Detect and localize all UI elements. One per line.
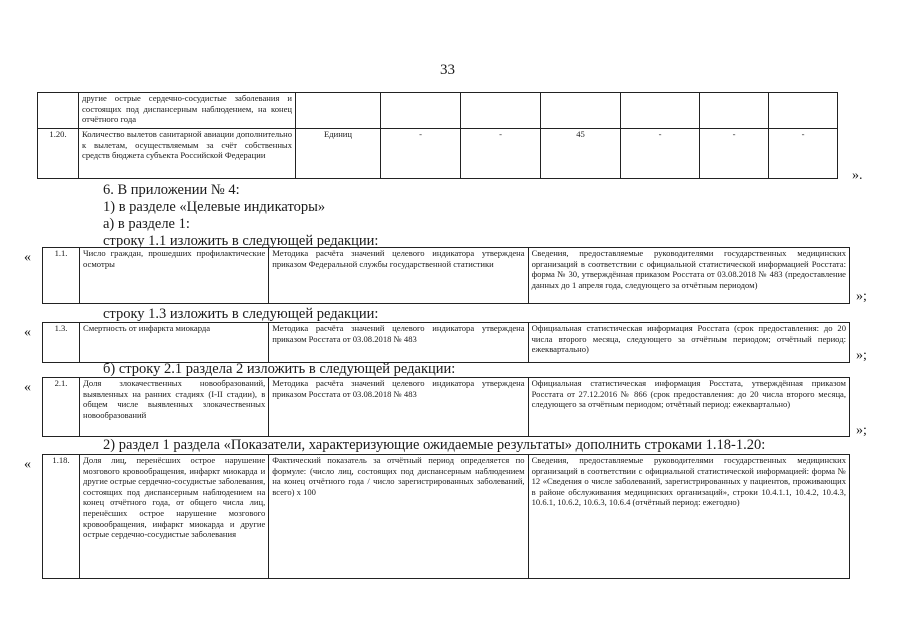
text-line: 6. В приложении № 4: [103,182,240,198]
table-row [43,248,850,304]
row-source: Сведения, предоставляемые руководителями государственных медицинских организаций в соответствии с официальной статистической информацией: форма № 12 «Сведения о числе заболеваний, зарегистрированных у пациентов, проживающих в районе обслуживания медицинских организаций», строки 10.4.1.1, 10.4.2, 10.4.3, 10.6.1, 10.6.2, 10.6.3, 10.6.4 (отчётный период: ежегодно) [528,455,849,579]
row-num: 1.18. [43,455,80,579]
row-name: Количество вылетов санитарной авиации дополнительно к вылетам, осуществляемым за счёт собственных средств бюджета субъекта Российской Федерации [79,129,296,179]
table-row [43,455,850,579]
close-quote: »; [856,423,867,438]
close-quote: »; [856,348,867,363]
row-2-1-table [42,377,850,437]
row-1-3-table [42,322,850,363]
row-method: Методика расчёта значений целевого индикатора утверждена приказом Росстата от 03.08.2018 № 483 [269,378,528,437]
value-cell: 45 [541,129,621,179]
top-table [37,92,838,179]
text-line: 2) раздел 1 раздела «Показатели, характеризующие ожидаемые результаты» дополнить строками 1.18-1.20: [103,437,766,453]
row-method: Фактический показатель за отчётный период определяется по формуле: (число лиц, состоящих под диспансерным наблюдением на конец отчётного года / число зарегистрированных заболеваний, всего) х 100 [269,455,528,579]
row-cont-name: другие острые сердечно-сосудистые заболевания и состоящих под диспансерным наблюдением, на конец отчётного года [79,93,296,129]
row-name: Смертность от инфаркта миокарда [80,323,269,363]
open-quote: « [24,380,31,395]
table-row [38,129,838,179]
value-cell: - [769,129,838,179]
row-1-18-table [42,454,850,579]
row-method: Методика расчёта значений целевого индикатора утверждена приказом Федеральной службы государственной статистики [269,248,528,304]
row-name: Число граждан, прошедших профилактические осмотры [80,248,269,304]
close-quote: ». [852,168,863,183]
open-quote: « [24,457,31,472]
row-1-1-table [42,247,850,304]
row-unit: Единиц [296,129,381,179]
close-quote: »; [856,289,867,304]
row-name: Доля злокачественных новообразований, выявленных на ранних стадиях (I-II стадии), в общем числе выявленных злокачественных новообразований [80,378,269,437]
row-source: Сведения, предоставляемые руководителями государственных медицинских организаций в соответствии с официальной статистической информацией Росстата: форма № 30, утверждённая приказом Росстата от 03.08.2018 № 483 (предоставление данных до 1 апреля года, следующего за отчётным периодом) [528,248,849,304]
row-num: 2.1. [43,378,80,437]
row-num: 1.1. [43,248,80,304]
row-source: Официальная статистическая информация Росстата (срок предоставления: до 20 числа второго месяца, следующего за отчётным периодом; отчётный период: ежеквартально) [528,323,849,363]
row-method: Методика расчёта значений целевого индикатора утверждена приказом Росстата от 03.08.2018 № 483 [269,323,528,363]
text-line: строку 1.1 изложить в следующей редакции: [103,233,379,249]
row-num: 1.3. [43,323,80,363]
value-cell: - [621,129,700,179]
table-row [43,323,850,363]
text-line: б) строку 2.1 раздела 2 изложить в следующей редакции: [103,361,456,377]
row-num: 1.20. [38,129,79,179]
text-line: а) в разделе 1: [103,216,190,232]
text-line: строку 1.3 изложить в следующей редакции: [103,306,379,322]
value-cell: - [461,129,541,179]
value-cell: - [700,129,769,179]
table-row [38,93,838,129]
open-quote: « [24,325,31,340]
page-number: 33 [440,62,455,78]
open-quote: « [24,250,31,265]
table-row [43,378,850,437]
row-source: Официальная статистическая информация Росстата, утверждённая приказом Росстата от 27.12.2016 № 866 (срок предоставления: до 20 числа второго месяца, следующего за отчётным периодом; отчётный период: ежеквартально) [528,378,849,437]
row-name: Доля лиц, перенёсших острое нарушение мозгового кровообращения, инфаркт миокарда и другие острые сердечно-сосудистые заболевания, состоящих под диспансерным наблюдением на конец отчётного года, от общего числа лиц, перенёсших острое нарушение мозгового кровообращения, инфаркт миокарда и другие острые сердечно-сосудистые заболевания [80,455,269,579]
value-cell: - [381,129,461,179]
text-line: 1) в разделе «Целевые индикаторы» [103,199,326,215]
